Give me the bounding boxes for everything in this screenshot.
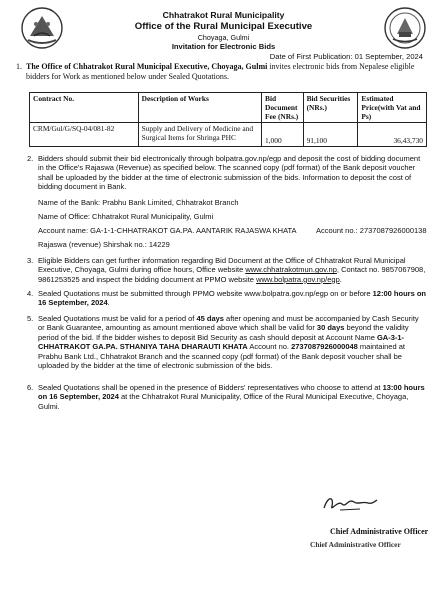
paragraph-3 — [27, 256, 426, 284]
paragraph-6-text-b: at the Chhatrakot Rural Municipality, Office of the Rural Municipal Executive, Choyaga, Gulmi. — [38, 392, 409, 411]
header-estimated-price: Estimated Price(with Vat and Ps) — [358, 93, 427, 123]
paragraph-number: 5. — [27, 314, 34, 323]
paragraph-6 — [27, 383, 426, 411]
paragraph-2-text: Bidders should submit their bid electronically through bolpatra.gov.np/egp and deposit the cost of bidding document in the Office's Rajaswa (Revenue) as specified below. The scanned copy (pdf format) of the Bank deposit voucher shall be uploaded by the bidder at the time of electronic submission of the bids. Information to deposit the cost of bidding document in Bank. — [38, 154, 421, 192]
notice-title: Invitation for Electronic Bids — [171, 42, 276, 51]
intro-paragraph — [16, 62, 424, 82]
table-header-row — [30, 93, 427, 123]
official-stamp-text: Chief Administrative Officer — [310, 540, 401, 549]
paragraph-3-text-c: . — [339, 274, 342, 284]
bank-name: Name of the Bank: Prabhu Bank Limited, Chhatrakot Branch — [38, 198, 239, 207]
ppmo-website-link[interactable]: www.bolpatra.gov.np/egp — [256, 274, 340, 284]
validity-30-days: 30 days — [316, 323, 345, 333]
paragraph-3-text-b: , Contact no. 9857067908, 9861253525 and inspect the bidding document at PPMO website — [38, 265, 426, 284]
cell-estimated-price: 36,43,730 — [358, 123, 427, 147]
security-account-number: 2737087926000048 — [291, 342, 358, 352]
opening-time: 13:00 hours on 16 September, 2024 — [38, 383, 425, 402]
paragraph-2 — [27, 154, 426, 192]
validity-45-days: 45 days — [196, 314, 224, 323]
municipality-name: Chhatrakot Rural Municipality — [162, 10, 285, 20]
publication-date: Date of First Publication: 01 September, 2024 — [269, 52, 423, 61]
header-document-fee: Bid Document Fee (NRs.) — [262, 93, 304, 123]
paragraph-4 — [27, 289, 426, 308]
paragraph-5-text-e: maintained at Prabhu Bank Ltd., Chhatrakot Branch and the scanned copy (pdf format) of the Bank deposit voucher shall be uploaded by the bidder at the time of electronic submission of the bids. — [38, 342, 405, 371]
security-account-name: GA-3-1-CHHATRAKOT GA.PA. STHANIYA TAHA DHARAUTI KHATA — [38, 332, 405, 352]
cell-description: Supply and Delivery of Medicine and Surgical Items for Shringa PHC — [138, 123, 261, 147]
header-bid-security: Bid Securities (NRs.) — [303, 93, 358, 123]
handwritten-signature-icon — [320, 492, 380, 516]
submission-deadline: 12:00 hours on 16 September, 2024 — [38, 289, 426, 308]
paragraph-5-text-a: Sealed Quotations must be valid for a period of — [38, 314, 197, 323]
cell-bid-security: 91,100 — [303, 123, 358, 147]
office-address: Choyaga, Gulmi — [197, 33, 250, 42]
office-name-info: Name of Office: Chhatrakot Rural Municipality, Gulmi — [38, 212, 214, 221]
account-number: Account no.: 2737087926000138 — [316, 226, 427, 235]
paragraph-number: 4. — [27, 289, 34, 298]
cell-document-fee: 1,000 — [262, 123, 304, 147]
intro-text: invites electronic bids from Nepalese eligible bidders for Work as mentioned below under Sealed Quotations. — [26, 62, 415, 81]
paragraph-6-text-a: Sealed Quotations shall be opened in the presence of Bidders' representatives who choose to attend at — [38, 383, 383, 392]
paragraph-5-text-c: beyond the validity period of the bid. If the bidder wishes to deposit Bid Security as cash should deposit at Account Name — [38, 323, 409, 342]
paragraph-number: 2. — [27, 154, 34, 163]
paragraph-4-text-b: . — [107, 298, 110, 308]
header-description: Description of Works — [138, 93, 261, 123]
paragraph-number: 3. — [27, 256, 34, 265]
municipality-website-link[interactable]: www.chhatrakotmun.gov.np — [245, 265, 337, 275]
office-name: Office of the Rural Municipal Executive — [134, 21, 313, 32]
paragraph-number: 1. — [16, 62, 22, 71]
paragraph-5-text-d: Account no. — [247, 342, 292, 352]
paragraph-4-text-a: Sealed Quotations must be submitted through PPMO website www.bolpatra.gov.np/egp on or before — [38, 289, 373, 298]
paragraph-3-text-a: Eligible Bidders can get further information regarding Bid Document at the Office of Chhatrakot Rural Municipal Executive, Choyaga, Gulmi during office hours, Office website — [38, 256, 406, 275]
intro-office-name: The Office of Chhatrakot Rural Municipal Executive, Choyaga, Gulmi — [26, 62, 268, 71]
bid-table — [29, 92, 427, 147]
paragraph-5 — [27, 314, 426, 371]
header-contract-no: Contract No. — [30, 93, 139, 123]
account-name: Account name: GA-1-1-CHHATRAKOT GA.PA. AANTARIK RAJASWA KHATA — [38, 226, 297, 235]
table-row — [30, 123, 427, 147]
signatory-title: Chief Administrative Officer — [330, 527, 429, 536]
paragraph-5-text-b: after opening and must be accompanied by Cash Security or Bank Guarantee, amounting as amount mentioned above which shall be valid for — [38, 314, 419, 333]
revenue-shirshak: Rajaswa (revenue) Shirshak no.: 14229 — [38, 240, 170, 249]
cell-contract-no: CRM/Gul/G/SQ-04/081-82 — [30, 123, 139, 147]
paragraph-number: 6. — [27, 383, 34, 392]
